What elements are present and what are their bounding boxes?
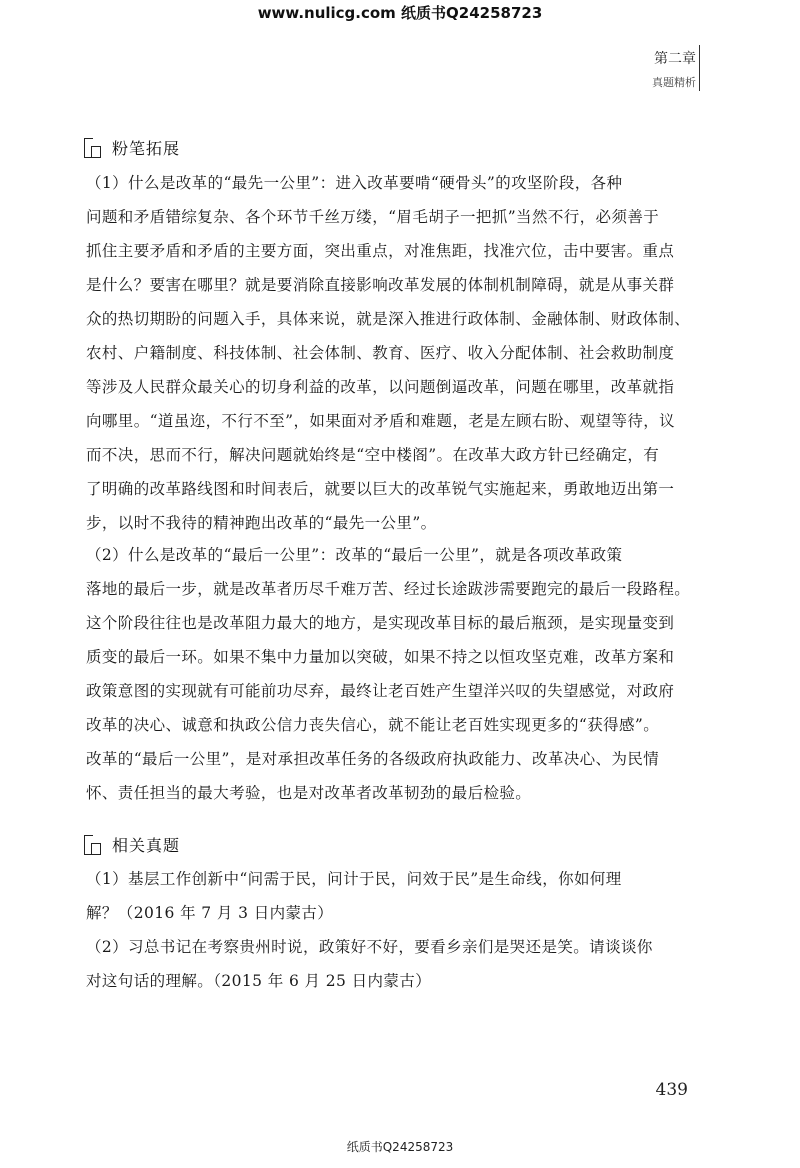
text-line: 抓住主要矛盾和矛盾的主要方面，突出重点，对准焦距，找准穴位，击中要害。重点 — [86, 242, 675, 260]
chapter-title: 第二章 — [654, 51, 696, 67]
question-1 — [86, 862, 710, 930]
chapter-header — [652, 48, 696, 90]
question-2 — [86, 930, 710, 998]
paragraph-last-mile — [86, 538, 710, 810]
text-line: 政策意图的实现就有可能前功尽弃，最终让老百姓产生望洋兴叹的失望感觉，对政府 — [86, 682, 675, 700]
section-title: 粉笔拓展 — [112, 139, 181, 158]
text-line: （2）习总书记在考察贵州时说，政策好不好，要看乡亲们是哭还是笑。请谈谈你 — [86, 938, 653, 956]
text-line: 是什么？要害在哪里？就是要消除直接影响改革发展的体制机制障碍，就是从事关群 — [86, 276, 675, 294]
section-bracket-icon — [84, 835, 100, 855]
text-line: 农村、户籍制度、科技体制、社会体制、教育、医疗、收入分配体制、社会救助制度 — [86, 344, 675, 362]
text-line: 解？（2016 年 7 月 3 日内蒙古） — [86, 904, 334, 922]
text-line: （1）基层工作创新中“问需于民，问计于民，问效于民”是生命线，你如何理 — [86, 870, 622, 888]
text-line: 对这句话的理解。（2015 年 6 月 25 日内蒙古） — [86, 972, 432, 990]
text-line: 向哪里。“道虽迩，不行不至”，如果面对矛盾和难题，老是左顾右盼、观望等待，议 — [86, 412, 676, 430]
text-line: 等涉及人民群众最关心的切身利益的改革，以问题倒逼改革，问题在哪里，改革就指 — [86, 378, 675, 396]
section-heading-related-questions — [84, 833, 180, 856]
text-line: 落地的最后一步，就是改革者历尽千难万苦、经过长途跋涉需要跑完的最后一段路程。 — [86, 580, 691, 598]
text-line: （2）什么是改革的“最后一公里”：改革的“最后一公里”，就是各项改革政策 — [86, 546, 623, 564]
text-line: 问题和矛盾错综复杂、各个环节千丝万缕，“眉毛胡子一把抓”当然不行，必须善于 — [86, 208, 660, 226]
text-line: （1）什么是改革的“最先一公里”：进入改革要啃“硬骨头”的攻坚阶段，各种 — [86, 174, 623, 192]
text-line: 改革的“最后一公里”，是对承担改革任务的各级政府执政能力、改革决心、为民情 — [86, 750, 660, 768]
section-bracket-icon — [84, 138, 100, 158]
header-watermark: www.nulicg.com 纸质书Q24258723 — [257, 4, 543, 22]
footer-watermark: 纸质书Q24258723 — [346, 1140, 454, 1154]
text-line: 步，以时不我待的精神跑出改革的“最先一公里”。 — [86, 514, 437, 532]
paragraph-first-mile — [86, 166, 710, 540]
text-line: 了明确的改革路线图和时间表后，就要以巨大的改革锐气实施起来，勇敢地迈出第一 — [86, 480, 675, 498]
text-line: 改革的决心、诚意和执政公信力丧失信心，就不能让老百姓实现更多的“获得感”。 — [86, 716, 660, 734]
section-heading-fenbi-extension — [84, 136, 180, 159]
chapter-divider — [699, 45, 700, 91]
text-line: 众的热切期盼的问题入手，具体来说，就是深入推进行政体制、金融体制、财政体制、 — [86, 310, 691, 328]
text-line: 怀、责任担当的最大考验，也是对改革者改革韧劲的最后检验。 — [86, 784, 532, 802]
section-title: 相关真题 — [112, 836, 181, 855]
text-line: 而不决，思而不行，解决问题就始终是“空中楼阁”。在改革大政方针已经确定，有 — [86, 446, 660, 464]
text-line: 质变的最后一环。如果不集中力量加以突破，如果不持之以恒攻坚克难，改革方案和 — [86, 648, 675, 666]
page-number: 439 — [655, 1080, 688, 1100]
text-line: 这个阶段往往也是改革阻力最大的地方，是实现改革目标的最后瓶颈，是实现量变到 — [86, 614, 675, 632]
chapter-subtitle: 真题精析 — [652, 76, 696, 89]
